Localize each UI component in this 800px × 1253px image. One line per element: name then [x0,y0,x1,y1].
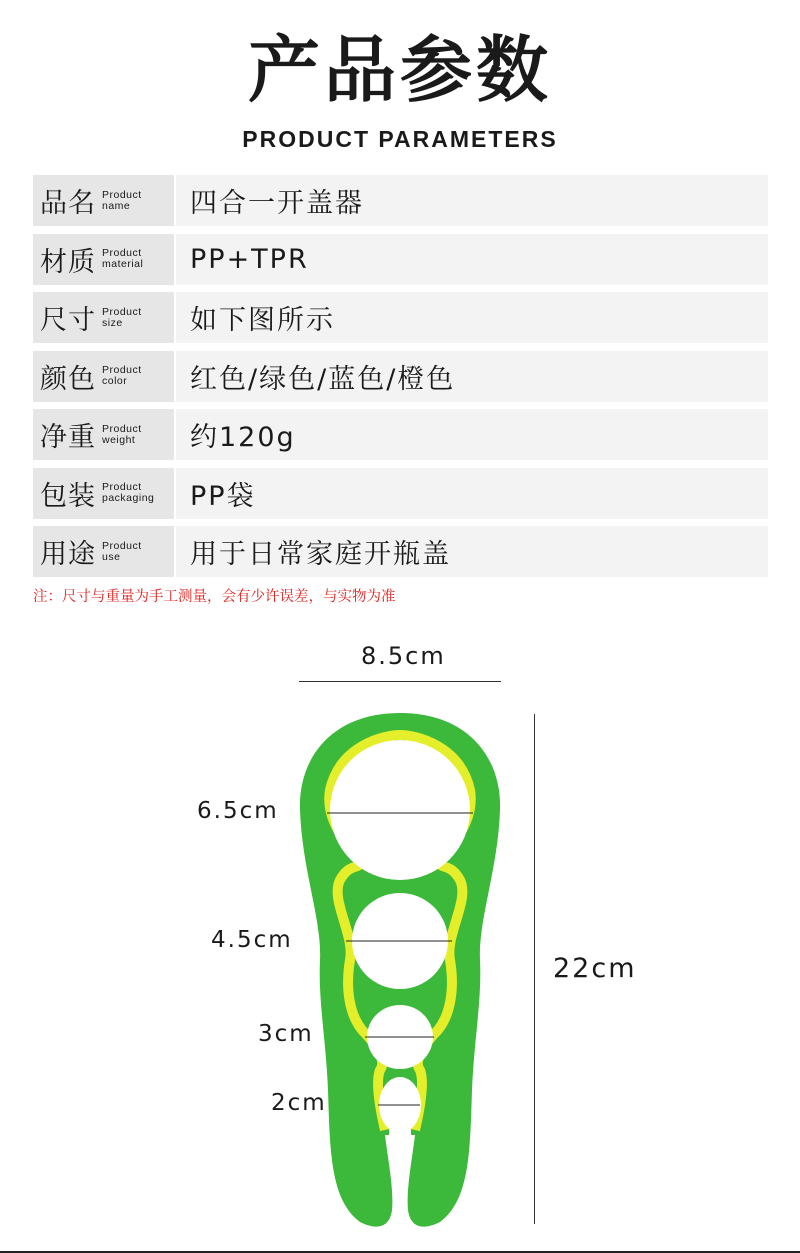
measurement-note: 注：尺寸与重量为手工测量，会有少许误差，与实物为准 [33,589,396,605]
param-value: 如下图所示 [176,292,768,343]
param-value: PP+TPR [176,234,768,285]
param-value: 红色/绿色/蓝色/橙色 [176,351,768,402]
height-dimension-label: 22cm [553,953,637,984]
param-label-cn: 用途 [40,539,96,570]
param-label-cn: 包装 [40,480,96,512]
opening-large [330,740,470,880]
opening-label-4.5: 4.5cm [211,927,293,953]
param-label-en: Product size [102,305,142,329]
param-value: 四合一开盖器 [176,175,768,226]
param-label-cn: 品名 [40,188,96,219]
param-label-cn: 净重 [40,422,96,453]
param-label-cn: 颜色 [40,363,96,395]
opening-label-2: 2cm [271,1090,327,1116]
param-label-en: Product packaging [102,481,155,504]
param-label-en: Product use [102,539,142,563]
param-label-en: Product name [102,188,142,212]
width-dimension-label: 8.5cm [361,642,446,670]
param-label-en: Product weight [102,422,142,446]
opening-slot [389,1105,411,1135]
param-value: 用于日常家庭开瓶盖 [176,526,768,577]
opening-label-6.5: 6.5cm [197,798,279,824]
param-value: PP袋 [176,468,768,519]
page-subtitle: PRODUCT PARAMETERS [242,126,558,152]
param-label-en: Product material [102,247,144,270]
param-label-en: Product color [102,364,142,387]
param-label-cn: 尺寸 [40,305,96,336]
page-title: 产品参数 [247,28,552,112]
param-label-cn: 材质 [40,246,96,278]
opening-label-3: 3cm [258,1021,314,1047]
param-value: 约120g [176,409,768,460]
